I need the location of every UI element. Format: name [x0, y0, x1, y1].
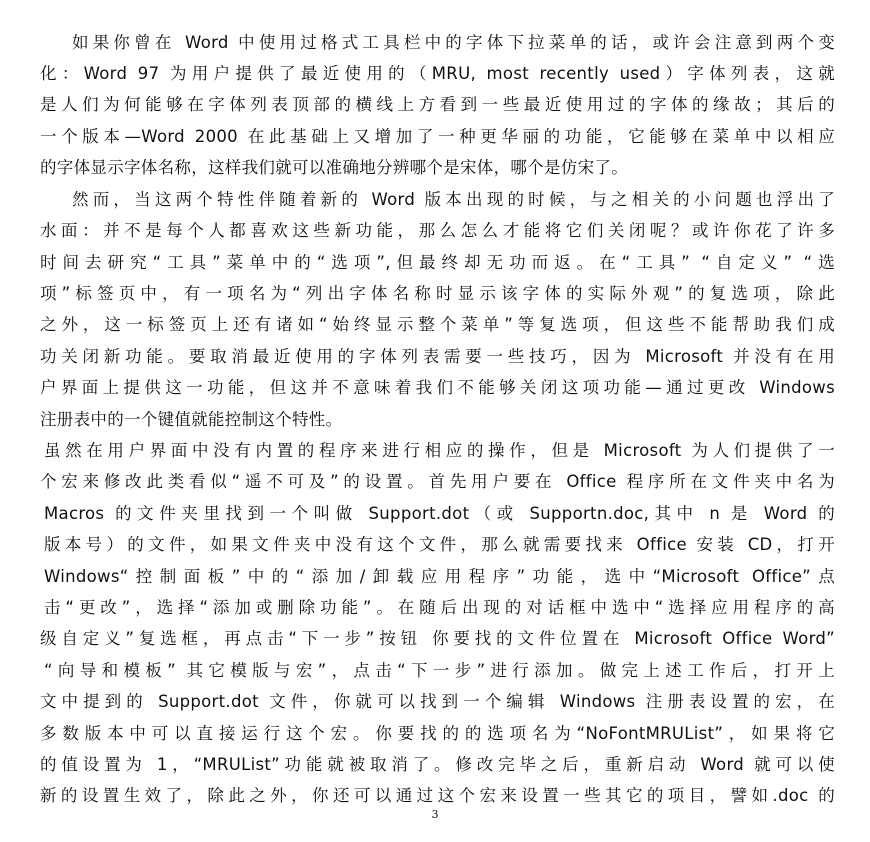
text-line: Macros 的文件夹里找到一个叫做 Support.dot（或 Supportn.doc,其中 n 是 Word 的 — [44, 504, 835, 523]
text-line: 如果你曾在 Word 中使用过格式工具栏中的字体下拉菜单的话，或许会注意到两个变 — [72, 33, 835, 52]
text-line: 文中提到的 Support.dot 文件，你就可以找到一个编辑 Windows 注册表设置的宏，在 — [40, 692, 835, 711]
text-line: 功关闭新功能。要取消最近使用的字体列表需要一些技巧，因为 Microsoft 并没有在用 — [40, 347, 835, 366]
text-line: Windows“控制面板”中的“添加/卸载应用程序”功能，选中“Microsoft Office”点 — [44, 567, 835, 586]
text-line: 的值设置为 1，“MRUList”功能就被取消了。修改完毕之后，重新启动 Word 就可以使 — [40, 755, 835, 774]
text-line: 一个版本—Word 2000 在此基础上又增加了一种更华丽的功能，它能够在菜单中以相应 — [40, 127, 835, 146]
text-line: 项”标签页中，有一项名为“列出字体名称时显示该字体的实际外观”的复选项，除此 — [40, 284, 835, 303]
page-number: 3 — [431, 808, 439, 821]
text-line: 新的设置生效了，除此之外，你还可以通过这个宏来设置一些其它的项目，譬如.doc 的 — [40, 786, 835, 805]
text-line: 个宏来修改此类看似“遥不可及”的设置。首先用户要在 Office 程序所在文件夹中名为 — [40, 472, 835, 491]
text-line: 多数版本中可以直接运行这个宏。你要找的的选项名为“NoFontMRUList”，如果将它 — [40, 724, 835, 743]
text-line: 级自定义”复选框，再点击“下一步”按钮 你要找的文件位置在 Microsoft Office Word” — [40, 629, 835, 648]
text-line: 击“更改”，选择“添加或删除功能”。在随后出现的对话框中选中“选择应用程序的高 — [44, 598, 835, 617]
text-line: 水面：并不是每个人都喜欢这些新功能，那么怎么才能将它们关闭呢？或许你花了许多 — [40, 221, 835, 240]
text-line: 注册表中的一个键值就能控制这个特性。 — [40, 410, 343, 429]
text-line: 版本号）的文件，如果文件夹中没有这个文件，那么就需要找来 Office 安装 CD，打开 — [44, 535, 835, 554]
text-line: 的字体显示字体名称，这样我们就可以准确地分辨哪个是宋体，哪个是仿宋了。 — [40, 158, 628, 177]
text-line: 虽然在用户界面中没有内置的程序来进行相应的操作，但是 Microsoft 为人们提供了一 — [44, 441, 835, 460]
text-line: 之外，这一标签页上还有诸如“始终显示整个菜单”等复选项，但这些不能帮助我们成 — [40, 315, 835, 334]
text-line: 是人们为何能够在字体列表顶部的横线上方看到一些最近使用过的字体的缘故；其后的 — [40, 95, 835, 114]
text-line: 然而，当这两个特性伴随着新的 Word 版本出现的时候，与之相关的小问题也浮出了 — [72, 190, 835, 209]
text-line: “向导和模板” 其它模版与宏”，点击“下一步”进行添加。做完上述工作后，打开上 — [44, 661, 835, 680]
text-line: 时间去研究“工具”菜单中的“选项”,但最终却无功而返。在“工具” “自定义” “选 — [40, 253, 835, 272]
text-line: 化：Word 97 为用户提供了最近使用的（MRU, most recently used）字体列表，这就 — [40, 64, 835, 83]
text-line: 户界面上提供这一功能，但这并不意味着我们不能够关闭这项功能—通过更改 Windows — [40, 378, 835, 397]
